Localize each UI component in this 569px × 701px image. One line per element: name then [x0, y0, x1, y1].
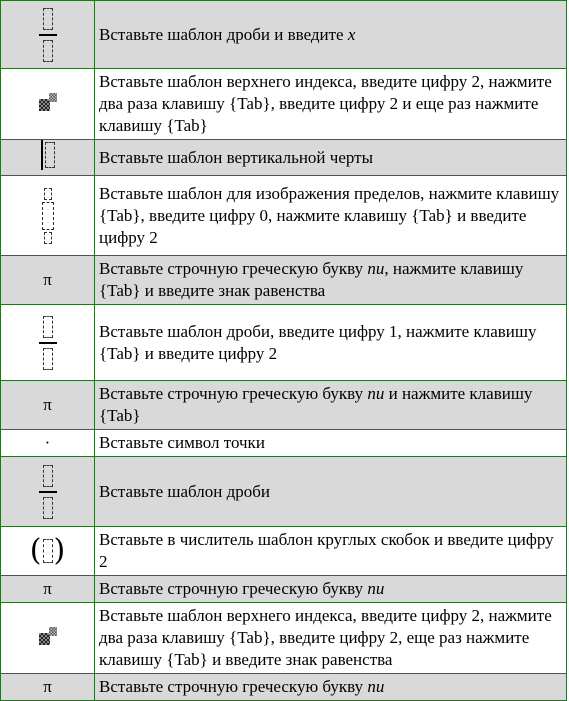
- symbol-cell: [1, 256, 95, 305]
- limits-template-icon: [42, 188, 54, 244]
- instruction-cell: [95, 256, 567, 305]
- symbol-cell: [1, 140, 95, 176]
- table-row: [1, 603, 567, 674]
- symbol-cell: [1, 674, 95, 701]
- instruction-text: Вставьте шаблон для изображения пределов, нажмите клавишу {Tab}, введите цифру 0, нажмите клавишу {Tab} и введите цифру 2: [99, 183, 560, 247]
- table-row: [1, 430, 567, 457]
- pi-icon: π: [43, 676, 52, 696]
- instruction-cell: [95, 69, 567, 140]
- superscript-template-icon: [39, 93, 57, 111]
- instruction-math: пи: [367, 677, 385, 696]
- instruction-cell: [95, 305, 567, 381]
- table-row: [1, 674, 567, 701]
- symbol-cell: [1, 430, 95, 457]
- instruction-text: Вставьте шаблон верхнего индекса, введите цифру 2, нажмите два раза клавишу {Tab}, введите цифру 2 и еще раз нажмите клавишу {Tab}: [99, 72, 552, 135]
- instruction-cell: [95, 576, 567, 603]
- parentheses-template-icon: ( ): [29, 533, 66, 568]
- table-row: [1, 176, 567, 256]
- symbol-cell: [1, 381, 95, 430]
- table-row: [1, 457, 567, 527]
- instruction-text: Вставьте символ точки: [99, 433, 265, 452]
- instruction-text: Вставьте строчную греческую букву: [99, 259, 368, 278]
- instruction-text: Вставьте шаблон дроби и введите: [99, 24, 348, 44]
- instruction-cell: [95, 430, 567, 457]
- instruction-text: Вставьте строчную греческую букву: [99, 579, 368, 598]
- table-row: [1, 256, 567, 305]
- fraction-template-icon: [39, 316, 57, 370]
- instruction-cell: [95, 603, 567, 674]
- table-row: [1, 140, 567, 176]
- instruction-text-after: и нажмите клавишу {Tab}: [99, 384, 533, 425]
- symbol-cell: [1, 603, 95, 674]
- instruction-text: Вставьте шаблон дроби, введите цифру 1, нажмите клавишу {Tab} и введите цифру 2: [99, 321, 537, 363]
- instruction-cell: [95, 527, 567, 576]
- instruction-text-after: , нажмите клавишу {Tab} и введите знак равенства: [99, 259, 524, 300]
- table-row: [1, 576, 567, 603]
- fraction-template-icon: [39, 8, 57, 62]
- symbol-cell: [1, 527, 95, 576]
- instruction-text: Вставьте шаблон вертикальной черты: [99, 147, 373, 167]
- instruction-math: пи: [367, 259, 385, 278]
- table-row: [1, 305, 567, 381]
- instruction-text: Вставьте шаблон верхнего индекса, введите цифру 2, нажмите два раза клавишу {Tab}, введите цифру 2, еще раз нажмите клавишу {Tab} и введите знак равенства: [99, 606, 552, 669]
- instruction-cell: [95, 1, 567, 69]
- instruction-cell: [95, 457, 567, 527]
- instruction-cell: [95, 674, 567, 701]
- symbol-cell: [1, 176, 95, 256]
- instruction-math: пи: [367, 384, 385, 403]
- vertical-bar-template-icon: [41, 140, 55, 170]
- dot-icon: ·: [44, 432, 51, 452]
- pi-icon: π: [43, 578, 52, 598]
- symbol-cell: [1, 457, 95, 527]
- instruction-math: x: [347, 24, 356, 44]
- superscript-template-icon: [39, 627, 57, 645]
- symbol-cell: [1, 1, 95, 69]
- symbol-cell: [1, 305, 95, 381]
- pi-icon: π: [43, 394, 52, 414]
- pi-icon: π: [43, 269, 52, 289]
- table-row: [1, 527, 567, 576]
- symbol-cell: [1, 576, 95, 603]
- symbol-cell: [1, 69, 95, 140]
- table-row: [1, 69, 567, 140]
- instruction-math: пи: [367, 579, 385, 598]
- instruction-text: Вставьте строчную греческую букву: [99, 677, 368, 696]
- instruction-cell: [95, 176, 567, 256]
- instruction-text: Вставьте в числитель шаблон круглых скобок и введите цифру 2: [99, 530, 554, 571]
- fraction-template-icon: [39, 465, 57, 519]
- table-row: [1, 381, 567, 430]
- table-row: [1, 1, 567, 69]
- instruction-cell: [95, 381, 567, 430]
- instruction-text: Вставьте строчную греческую букву: [99, 384, 368, 403]
- instruction-cell: [95, 140, 567, 176]
- instruction-text: Вставьте шаблон дроби: [99, 481, 271, 501]
